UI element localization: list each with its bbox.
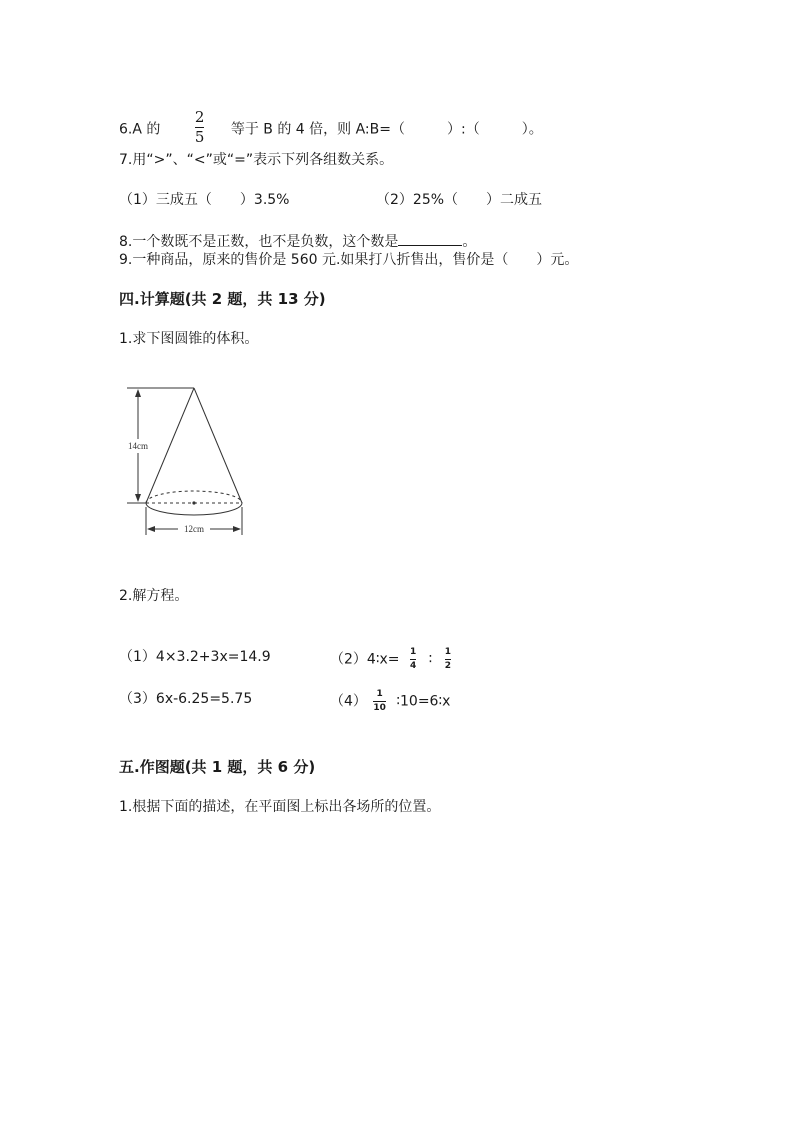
question-9: 9.一种商品，原来的售价是 560 元.如果打八折售出，售价是（ ）元。	[119, 252, 579, 268]
cone-base-center-dot	[192, 501, 195, 504]
fraction-numerator: 1	[444, 647, 452, 657]
diameter-label: 12cm	[184, 524, 204, 534]
section-4-question-2: 2.解方程。	[119, 588, 189, 604]
equation-2-colon: ∶	[428, 651, 433, 668]
equation-3: （3）6x-6.25=5.75	[119, 691, 253, 707]
cone-left-slant	[146, 388, 194, 503]
question-7-part-1: （1）三成五（ ）3.5%	[119, 192, 290, 208]
fraction-numerator: 2	[194, 108, 205, 126]
answer-blank	[398, 231, 462, 246]
fraction-numerator: 1	[409, 647, 417, 657]
question-6-prefix: 6.A 的	[119, 121, 161, 138]
equation-4-suffix: ∶10=6∶x	[396, 693, 451, 710]
fraction-one-fourth	[410, 648, 416, 671]
section-5-question-1: 1.根据下面的描述，在平面图上标出各场所的位置。	[119, 799, 441, 815]
equation-2-prefix: （2）4∶x=	[330, 651, 400, 668]
fraction-numerator: 1	[376, 689, 383, 699]
fraction-bar	[445, 659, 451, 660]
question-8-end: 。	[462, 234, 477, 250]
diameter-arrow-right	[233, 526, 241, 532]
question-6	[119, 108, 543, 147]
question-8-text: 8.一个数既不是正数，也不是负数，这个数是	[119, 234, 399, 250]
equation-4	[330, 690, 450, 713]
height-label: 14cm	[128, 441, 148, 451]
fraction-bar	[410, 659, 416, 660]
section-4-question-1: 1.求下图圆锥的体积。	[119, 331, 259, 347]
diameter-arrow-left	[147, 526, 155, 532]
cone-figure	[118, 378, 254, 538]
section-4-heading: 四.计算题(共 2 题，共 13 分)	[119, 290, 326, 308]
question-8	[119, 231, 476, 251]
equation-4-prefix: （4）	[330, 693, 367, 710]
question-6-suffix: 等于 B 的 4 倍，则 A:B=（ ）:（ ）。	[230, 121, 543, 138]
height-arrow-down	[135, 494, 141, 502]
fraction-denominator: 10	[373, 703, 386, 713]
question-7: 7.用“>”、“<”或“=”表示下列各组数关系。	[119, 152, 394, 168]
cone-base-back-arc	[146, 491, 242, 503]
cone-right-slant	[194, 388, 242, 503]
section-5-heading: 五.作图题(共 1 题，共 6 分)	[119, 758, 316, 776]
fraction-two-fifths	[195, 110, 205, 145]
fraction-denominator: 4	[409, 661, 417, 671]
equation-2	[330, 648, 451, 671]
equation-1: （1）4×3.2+3x=14.9	[119, 649, 271, 665]
cone-base-front-arc	[146, 503, 242, 515]
height-arrow-up	[135, 389, 141, 397]
fraction-denominator: 2	[444, 661, 452, 671]
fraction-denominator: 5	[194, 128, 205, 146]
fraction-one-tenth	[373, 690, 386, 713]
question-7-part-2: （2）25%（ ）二成五	[376, 192, 543, 208]
fraction-one-half	[445, 648, 451, 671]
fraction-bar	[373, 701, 386, 702]
